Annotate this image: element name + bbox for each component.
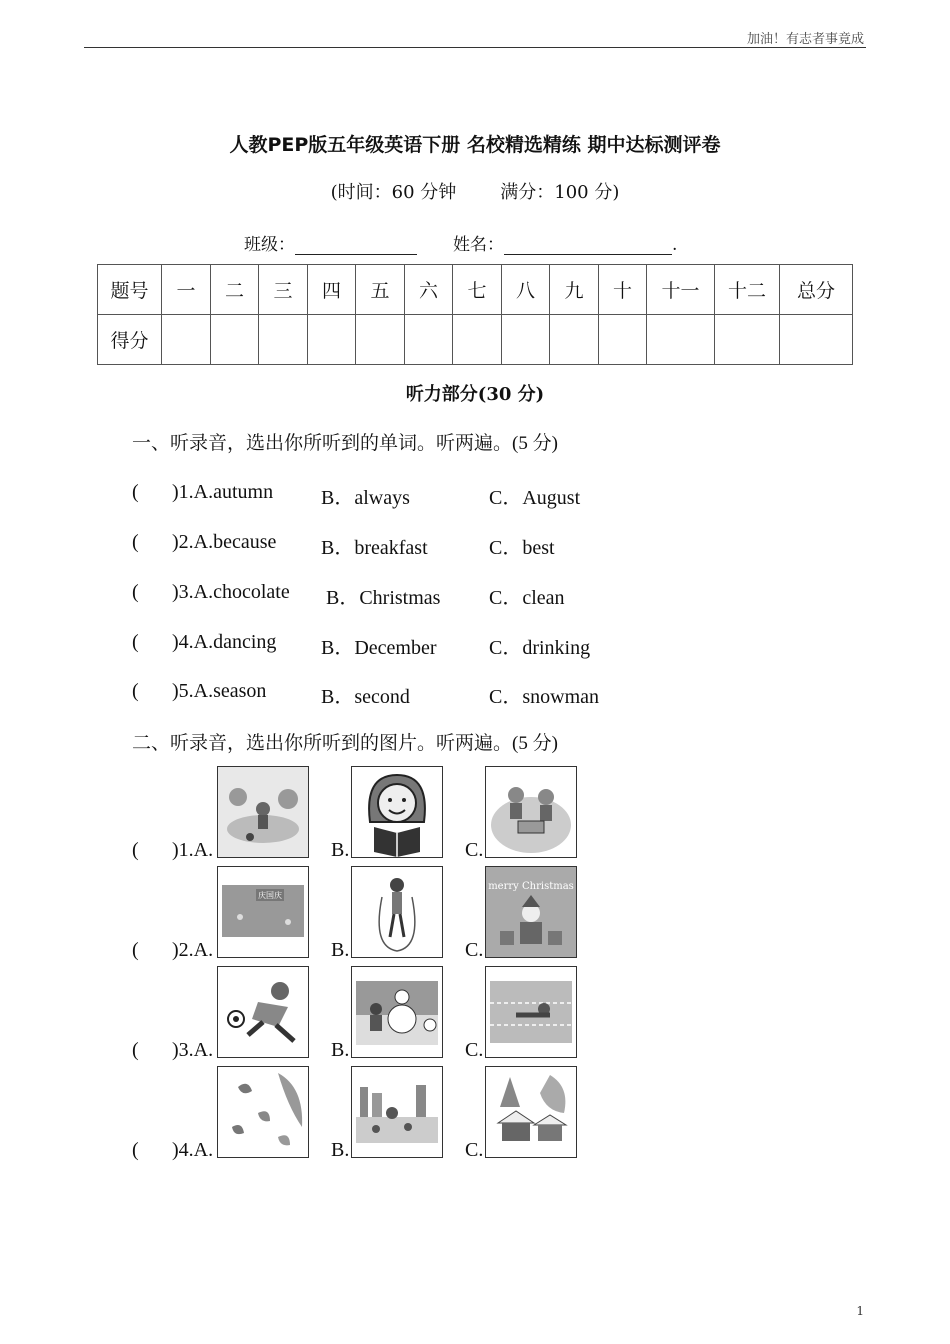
table-cell: 三 (259, 265, 308, 315)
table-cell: 题号 (98, 265, 162, 315)
name-blank[interactable] (504, 236, 672, 255)
exam-time: (时间：60 分钟 (330, 182, 457, 203)
table-cell: 总分 (780, 265, 853, 315)
girl-reading-book-picture[interactable] (351, 766, 443, 858)
table-cell: 十一 (647, 265, 715, 315)
answer-paren[interactable]: ( (132, 581, 139, 603)
score-cell[interactable] (211, 315, 259, 365)
exam-total-score: 满分：100 分) (500, 182, 620, 203)
score-cell[interactable] (780, 315, 853, 365)
answer-paren[interactable]: ( (132, 680, 139, 702)
option-b: B．breakfast (321, 537, 428, 559)
header-motto: 加油！有志者事竟成 (746, 32, 864, 47)
option-c-label: C. (465, 939, 484, 961)
score-cell[interactable] (599, 315, 647, 365)
option-b-label: B. (331, 939, 350, 961)
listening-section-title: 听力部分(30 分) (405, 384, 545, 405)
header-divider (84, 47, 866, 48)
score-value-row (98, 315, 853, 365)
option-c: C．drinking (489, 637, 591, 659)
part1-heading-text: 一、听录音，选出你所听到的单词。听两遍。 (132, 432, 513, 454)
option-a: )2.A.because (172, 531, 277, 553)
score-cell[interactable] (647, 315, 715, 365)
score-cell[interactable] (715, 315, 780, 365)
name-label: 姓名： (453, 235, 504, 255)
exam-meta (0, 178, 950, 204)
part1-score: (5 分) (512, 433, 558, 454)
option-c: C．snowman (489, 686, 599, 708)
name-end: . (672, 235, 678, 255)
part1-heading (132, 428, 558, 455)
table-cell: 得分 (98, 315, 162, 365)
score-cell[interactable] (356, 315, 405, 365)
option-b: B．always (321, 487, 410, 509)
spring-park-picture[interactable] (351, 1066, 443, 1158)
option-a-label: )1.A. (172, 839, 214, 861)
option-c-label: C. (465, 839, 484, 861)
table-cell: 五 (356, 265, 405, 315)
option-c-label: C. (465, 1039, 484, 1061)
score-header-row (98, 265, 853, 315)
table-cell: 七 (453, 265, 502, 315)
student-info (244, 230, 677, 255)
score-cell[interactable] (502, 315, 550, 365)
option-a-label: )3.A. (172, 1039, 214, 1061)
score-cell[interactable] (308, 315, 356, 365)
table-cell: 六 (405, 265, 453, 315)
table-cell: 九 (550, 265, 599, 315)
national-day-card-picture[interactable] (217, 866, 309, 958)
score-cell[interactable] (453, 315, 502, 365)
option-b-label: B. (331, 839, 350, 861)
answer-paren[interactable]: ( (132, 631, 139, 653)
answer-paren[interactable]: ( (132, 839, 139, 861)
girl-jumping-rope-picture[interactable] (351, 866, 443, 958)
option-b: B．Christmas (326, 587, 441, 609)
table-cell: 四 (308, 265, 356, 315)
score-cell[interactable] (162, 315, 211, 365)
class-blank[interactable] (295, 236, 417, 255)
answer-paren[interactable]: ( (132, 1139, 139, 1161)
boy-swimming-picture[interactable] (485, 966, 577, 1058)
kids-at-table-picture[interactable] (485, 766, 577, 858)
table-cell: 十 (599, 265, 647, 315)
picnic-scene-picture[interactable] (217, 766, 309, 858)
class-label: 班级： (244, 235, 295, 255)
answer-paren[interactable]: ( (132, 481, 139, 503)
score-cell[interactable] (550, 315, 599, 365)
boy-playing-football-picture[interactable] (217, 966, 309, 1058)
option-a: )3.A.chocolate (172, 581, 290, 603)
option-b: B．second (321, 686, 410, 708)
national-day-text: 庆国庆 (258, 891, 282, 900)
page-title: 人教PEP版五年级英语下册 名校精选精练 期中达标测评卷 (229, 134, 721, 156)
autumn-leaves-picture[interactable] (217, 1066, 309, 1158)
table-cell: 八 (502, 265, 550, 315)
part2-score: (5 分) (512, 733, 558, 754)
santa-christmas-card-picture[interactable] (485, 866, 577, 958)
option-c: C．best (489, 537, 555, 559)
option-c-label: C. (465, 1139, 484, 1161)
score-cell[interactable] (405, 315, 453, 365)
option-c: C．August (489, 487, 581, 509)
part2-heading (132, 728, 558, 755)
option-a: )1.A.autumn (172, 481, 274, 503)
option-b: B．December (321, 637, 437, 659)
table-cell: 十二 (715, 265, 780, 315)
option-a: )5.A.season (172, 680, 267, 702)
table-cell: 一 (162, 265, 211, 315)
score-cell[interactable] (259, 315, 308, 365)
answer-paren[interactable]: ( (132, 1039, 139, 1061)
part2-heading-text: 二、听录音，选出你所听到的图片。听两遍。 (132, 732, 513, 754)
table-cell: 二 (211, 265, 259, 315)
option-a-label: )2.A. (172, 939, 214, 961)
answer-paren[interactable]: ( (132, 939, 139, 961)
option-c: C．clean (489, 587, 565, 609)
snowy-houses-picture[interactable] (485, 1066, 577, 1158)
score-table (97, 264, 853, 365)
christmas-text: merry Christmas (488, 881, 574, 892)
option-a-label: )4.A. (172, 1139, 214, 1161)
page-number: 1 (856, 1304, 864, 1318)
option-a: )4.A.dancing (172, 631, 277, 653)
option-b-label: B. (331, 1039, 350, 1061)
answer-paren[interactable]: ( (132, 531, 139, 553)
kids-making-snowman-picture[interactable] (351, 966, 443, 1058)
option-b-label: B. (331, 1139, 350, 1161)
